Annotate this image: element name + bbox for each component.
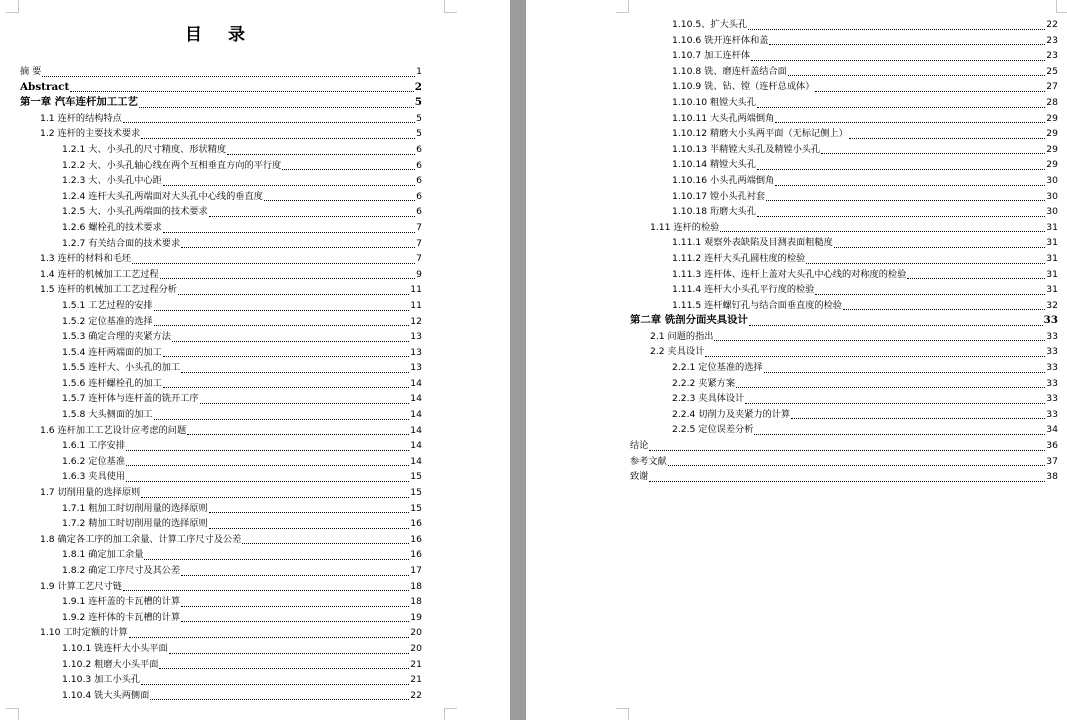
toc-leader-dots — [815, 91, 1045, 92]
toc-leader-dots — [169, 653, 410, 654]
toc-entry-label: 1.10.4 铣大头两侧面 — [62, 689, 150, 701]
toc-leader-dots — [242, 543, 409, 544]
toc-leader-dots — [181, 575, 409, 576]
toc-entry-page-number: 14 — [410, 393, 422, 405]
toc-entry-page-number: 7 — [416, 253, 422, 265]
toc-entry[interactable] — [630, 376, 1058, 392]
toc-entry[interactable] — [20, 485, 422, 501]
toc-leader-dots — [227, 154, 415, 155]
toc-leader-dots — [821, 153, 1045, 154]
toc-entry-page-number: 25 — [1046, 65, 1058, 77]
toc-leader-dots — [178, 294, 409, 295]
toc-entry-label: 1.5.3 确定合理的夹紧方法 — [62, 331, 171, 343]
toc-entry[interactable] — [20, 282, 422, 298]
toc-entry-page-number: 31 — [1046, 284, 1058, 296]
toc-entry-label: 1.6.2 定位基准 — [62, 455, 126, 467]
toc-entry[interactable] — [20, 236, 422, 252]
toc-entry-label: 2.2 夹具设计 — [650, 346, 705, 358]
toc-entry-label: 1.10.6 铣开连杆体和盖 — [672, 34, 769, 46]
toc-leader-dots — [834, 247, 1046, 248]
toc-entry-label: 1.10.13 半精镗大头孔及精镗小头孔 — [672, 143, 821, 155]
toc-entry-label: 摘 要 — [20, 66, 42, 77]
toc-entry-label: 2.2.1 定位基准的选择 — [672, 362, 763, 374]
toc-entry-label: 1.5.2 定位基准的选择 — [62, 315, 153, 327]
toc-entry[interactable] — [20, 610, 422, 626]
page-title: 目 录 — [185, 25, 255, 45]
toc-entry-page-number: 18 — [410, 580, 422, 592]
toc-entry[interactable] — [20, 391, 422, 407]
toc-entry[interactable] — [20, 329, 422, 345]
toc-entry[interactable] — [20, 547, 422, 563]
page-corner-mark — [444, 0, 457, 13]
toc-entry-page-number: 33 — [1046, 330, 1058, 342]
toc-entry-page-number: 12 — [410, 315, 422, 327]
toc-leader-dots — [720, 231, 1045, 232]
toc-entry-page-number: 20 — [410, 642, 422, 654]
toc-entry-label: 致谢 — [630, 471, 649, 483]
toc-leader-dots — [757, 216, 1045, 217]
toc-leader-dots — [745, 403, 1045, 404]
toc-leader-dots — [209, 216, 415, 217]
toc-entry-label: 1.10.16 小头孔两端倒角 — [672, 174, 775, 186]
toc-entry-page-number: 22 — [1046, 19, 1058, 30]
toc-entry-page-number: 5 — [414, 96, 422, 109]
toc-leader-dots — [141, 497, 409, 498]
toc-entry[interactable] — [630, 422, 1058, 438]
toc-entry-page-number: 11 — [410, 299, 422, 311]
toc-entry[interactable] — [630, 17, 1058, 33]
toc-entry[interactable] — [20, 657, 422, 673]
toc-entry-page-number: 2 — [414, 80, 422, 93]
toc-entry[interactable] — [630, 173, 1058, 189]
toc-entry-label: 1.2.7 有关结合面的技术要求 — [62, 237, 181, 249]
toc-entry-page-number: 13 — [410, 331, 422, 343]
toc-entry-label: 1.5 连杆的机械加工工艺过程分析 — [40, 284, 177, 296]
toc-leader-dots — [736, 387, 1045, 388]
toc-entry-page-number: 33 — [1043, 314, 1058, 327]
toc-entry[interactable] — [20, 345, 422, 361]
toc-leader-dots — [282, 169, 415, 170]
toc-entry-label: 1.11.1 观察外表缺陷及目测表面粗糙度 — [672, 237, 833, 249]
document-page-left — [0, 0, 510, 720]
toc-entry-label: 2.1 问题的指出 — [650, 330, 714, 342]
toc-leader-dots — [775, 185, 1045, 186]
toc-leader-dots — [123, 590, 409, 591]
toc-entry-page-number: 34 — [1046, 424, 1058, 436]
toc-entry-label: 1.10.14 精镗大头孔 — [672, 159, 756, 171]
toc-entry-label: 1.2.1 大、小头孔的尺寸精度、形状精度 — [62, 143, 227, 155]
toc-leader-dots — [163, 356, 409, 357]
toc-entry[interactable] — [630, 454, 1058, 470]
toc-leader-dots — [766, 200, 1045, 201]
toc-entry-page-number: 27 — [1046, 81, 1058, 93]
toc-entry-label: Abstract — [20, 80, 70, 93]
toc-leader-dots — [200, 403, 410, 404]
toc-entry[interactable] — [630, 204, 1058, 220]
toc-entry-label: 2.2.4 切削力及夹紧力的计算 — [672, 408, 791, 420]
toc-entry[interactable] — [630, 329, 1058, 345]
toc-entry-label: 1.2.3 大、小头孔中心距 — [62, 175, 162, 187]
toc-entry-page-number: 15 — [410, 487, 422, 499]
toc-leader-dots — [141, 684, 409, 685]
toc-entry-label: 1.9.1 连杆盖的卡瓦槽的计算 — [62, 596, 181, 608]
toc-entry-label: 第一章 汽车连杆加工工艺 — [20, 96, 138, 109]
toc-entry-page-number: 6 — [416, 190, 422, 202]
toc-entry[interactable] — [630, 33, 1058, 49]
toc-leader-dots — [70, 91, 413, 92]
toc-entry-label: 1.9 计算工艺尺寸链 — [40, 580, 122, 592]
toc-entry-label: 1.10.3 加工小头孔 — [62, 674, 141, 686]
toc-leader-dots — [775, 122, 1045, 123]
toc-leader-dots — [126, 465, 409, 466]
toc-leader-dots — [129, 637, 410, 638]
toc-entry-page-number: 16 — [410, 533, 422, 545]
toc-entry-label: 2.2.2 夹紧方案 — [672, 377, 736, 389]
toc-leader-dots — [751, 60, 1045, 61]
toc-entry-page-number: 23 — [1046, 50, 1058, 62]
toc-entry[interactable] — [630, 111, 1058, 127]
toc-entry[interactable] — [630, 48, 1058, 64]
toc-entry-page-number: 36 — [1046, 440, 1058, 452]
toc-entry-page-number: 29 — [1046, 143, 1058, 155]
toc-leader-dots — [264, 200, 415, 201]
toc-entry-label: 1.4 连杆的机械加工工艺过程 — [40, 268, 159, 280]
toc-entry[interactable] — [20, 298, 422, 314]
toc-leader-dots — [172, 341, 409, 342]
toc-entry-label: 1.8 确定各工序的加工余量、计算工序尺寸及公差 — [40, 533, 242, 545]
toc-entry-label: 1.10.7 加工连杆体 — [672, 50, 751, 62]
toc-entry-page-number: 31 — [1046, 221, 1058, 233]
toc-entry[interactable] — [20, 516, 422, 532]
toc-entry-page-number: 31 — [1046, 252, 1058, 264]
page-corner-mark — [444, 708, 457, 720]
toc-leader-dots — [154, 419, 410, 420]
toc-leader-dots — [181, 621, 409, 622]
toc-leader-dots — [749, 325, 1043, 326]
toc-entry-page-number: 6 — [416, 175, 422, 187]
toc-leader-dots — [815, 294, 1045, 295]
toc-entry[interactable] — [20, 142, 422, 158]
toc-entry-label: 2.2.5 定位误差分析 — [672, 424, 754, 436]
toc-leader-dots — [754, 434, 1045, 435]
toc-entry-page-number: 32 — [1046, 299, 1058, 311]
toc-list-right — [630, 17, 1058, 485]
toc-entry-label: 1.10.18 珩磨大头孔 — [672, 206, 756, 218]
toc-entry[interactable] — [20, 501, 422, 517]
toc-entry-page-number: 37 — [1046, 455, 1058, 467]
toc-entry-page-number: 30 — [1046, 174, 1058, 186]
toc-entry-page-number: 9 — [416, 268, 422, 280]
toc-entry[interactable] — [630, 267, 1058, 283]
toc-entry-page-number: 13 — [410, 362, 422, 374]
toc-entry-page-number: 21 — [410, 674, 422, 686]
toc-entry[interactable] — [630, 469, 1058, 485]
toc-entry-label: 1.7.2 精加工时切削用量的选择原则 — [62, 518, 208, 530]
toc-leader-dots — [668, 465, 1046, 466]
toc-entry-label: 1.5.4 连杆两端面的加工 — [62, 346, 162, 358]
toc-entry-page-number: 20 — [410, 627, 422, 639]
toc-entry-label: 1.11.5 连杆螺钉孔与结合面垂直度的检验 — [672, 299, 842, 311]
toc-entry[interactable] — [20, 251, 422, 267]
toc-entry-page-number: 23 — [1046, 34, 1058, 46]
toc-entry-page-number: 6 — [416, 143, 422, 155]
toc-entry-label: 1.10.11 大头孔两端倒角 — [672, 112, 775, 124]
toc-leader-dots — [769, 44, 1045, 45]
toc-entry[interactable] — [20, 641, 422, 657]
toc-entry[interactable] — [630, 220, 1058, 236]
toc-entry-label: 1.1 连杆的结构特点 — [40, 112, 122, 124]
toc-entry-page-number: 33 — [1046, 362, 1058, 374]
toc-entry-label: 1.6.3 夹具使用 — [62, 471, 126, 483]
toc-entry[interactable] — [630, 235, 1058, 251]
toc-entry-label: 1.8.1 确定加工余量 — [62, 549, 144, 561]
toc-leader-dots — [849, 138, 1045, 139]
toc-entry-page-number: 28 — [1046, 96, 1058, 108]
toc-entry-page-number: 14 — [410, 409, 422, 421]
toc-entry[interactable] — [630, 157, 1058, 173]
toc-entry-label: 1.11.2 连杆大头孔圆柱度的检验 — [672, 252, 806, 264]
toc-entry[interactable] — [20, 64, 422, 80]
toc-leader-dots — [791, 418, 1045, 419]
toc-entry[interactable] — [20, 688, 422, 704]
toc-entry[interactable] — [20, 594, 422, 610]
toc-entry-page-number: 16 — [410, 549, 422, 561]
toc-entry-label: 1.10.10 粗镗大头孔 — [672, 96, 756, 108]
toc-leader-dots — [764, 372, 1046, 373]
toc-entry-label: 1.2.5 大、小头孔两端面的技术要求 — [62, 206, 208, 218]
toc-entry-label: 1.10.8 铣、磨连杆盖结合面 — [672, 65, 787, 77]
toc-entry-label: 1.10.5、扩大头孔 — [672, 19, 748, 30]
toc-entry[interactable] — [20, 360, 422, 376]
toc-entry-page-number: 14 — [410, 440, 422, 452]
toc-leader-dots — [123, 122, 415, 123]
toc-entry[interactable] — [630, 391, 1058, 407]
toc-entry[interactable] — [630, 344, 1058, 360]
toc-entry-page-number: 15 — [410, 502, 422, 514]
toc-entry-label: 1.8.2 确定工序尺寸及其公差 — [62, 565, 181, 576]
toc-entry-page-number: 33 — [1046, 346, 1058, 358]
toc-entry-label: 1.5.6 连杆螺栓孔的加工 — [62, 377, 162, 389]
toc-entry[interactable] — [20, 126, 422, 142]
toc-list-left — [20, 64, 422, 703]
toc-leader-dots — [159, 668, 409, 669]
toc-entry[interactable] — [20, 158, 422, 174]
toc-entry-page-number: 5 — [416, 128, 422, 140]
toc-entry-page-number: 17 — [410, 565, 422, 576]
toc-leader-dots — [714, 340, 1045, 341]
toc-entry-page-number: 15 — [410, 471, 422, 483]
page-corner-mark — [6, 0, 19, 13]
toc-entry-label: 1.10.1 铣连杆大小头平面 — [62, 642, 168, 654]
toc-leader-dots — [748, 29, 1045, 30]
toc-entry[interactable] — [20, 204, 422, 220]
toc-entry-page-number: 6 — [416, 159, 422, 171]
toc-entry[interactable] — [20, 407, 422, 423]
toc-entry[interactable] — [20, 423, 422, 439]
toc-entry[interactable] — [630, 360, 1058, 376]
toc-entry-page-number: 33 — [1046, 408, 1058, 420]
toc-entry-page-number: 7 — [416, 237, 422, 249]
toc-entry-page-number: 22 — [410, 689, 422, 701]
toc-entry-page-number: 38 — [1046, 471, 1058, 483]
toc-entry-page-number: 11 — [410, 284, 422, 296]
toc-leader-dots — [209, 512, 410, 513]
toc-entry-page-number: 1 — [416, 66, 422, 77]
toc-entry[interactable] — [630, 64, 1058, 80]
toc-entry-label: 1.11 连杆的检验 — [650, 221, 720, 233]
toc-entry-label: 1.10.2 粗磨大小头平面 — [62, 658, 159, 670]
toc-leader-dots — [181, 606, 409, 607]
toc-leader-dots — [187, 434, 409, 435]
toc-entry-label: 1.6.1 工序安排 — [62, 440, 126, 452]
toc-entry[interactable] — [20, 469, 422, 485]
toc-leader-dots — [132, 263, 415, 264]
toc-entry-page-number: 16 — [410, 518, 422, 530]
toc-leader-dots — [163, 232, 415, 233]
toc-entry[interactable] — [20, 314, 422, 330]
toc-entry-label: 1.5.5 连杆大、小头孔的加工 — [62, 362, 181, 374]
page-corner-mark — [1056, 0, 1067, 13]
toc-entry-page-number: 19 — [410, 611, 422, 623]
toc-entry-label: 1.7.1 粗加工时切削用量的选择原则 — [62, 502, 208, 514]
toc-leader-dots — [154, 310, 410, 311]
toc-entry-label: 1.5.7 连杆体与连杆盖的铣开工序 — [62, 393, 199, 405]
toc-entry-page-number: 6 — [416, 206, 422, 218]
toc-entry-label: 1.5.8 大头侧面的加工 — [62, 409, 153, 421]
toc-leader-dots — [757, 107, 1045, 108]
toc-entry-page-number: 29 — [1046, 112, 1058, 124]
toc-entry[interactable] — [630, 251, 1058, 267]
toc-leader-dots — [806, 263, 1045, 264]
toc-entry-page-number: 13 — [410, 346, 422, 358]
toc-entry[interactable] — [630, 407, 1058, 423]
toc-entry[interactable] — [20, 532, 422, 548]
toc-leader-dots — [163, 185, 415, 186]
toc-entry-page-number: 33 — [1046, 377, 1058, 389]
toc-entry[interactable] — [20, 173, 422, 189]
toc-entry[interactable] — [630, 298, 1058, 314]
toc-entry-label: 1.7 切削用量的选择原则 — [40, 487, 141, 499]
toc-leader-dots — [181, 372, 409, 373]
toc-entry-label: 2.2.3 夹具体设计 — [672, 393, 745, 405]
toc-entry-page-number: 7 — [416, 221, 422, 233]
toc-entry-page-number: 29 — [1046, 128, 1058, 140]
toc-entry[interactable] — [630, 79, 1058, 95]
toc-entry-label: 1.11.3 连杆体、连杆上盖对大头孔中心线的对称度的检验 — [672, 268, 907, 280]
toc-leader-dots — [42, 76, 415, 77]
toc-entry[interactable] — [20, 267, 422, 283]
toc-entry-page-number: 33 — [1046, 393, 1058, 405]
toc-entry-label: 1.5.1 工艺过程的安排 — [62, 299, 153, 311]
toc-leader-dots — [705, 356, 1045, 357]
toc-entry[interactable] — [630, 95, 1058, 111]
toc-entry-page-number: 14 — [410, 455, 422, 467]
toc-leader-dots — [757, 169, 1045, 170]
toc-entry-page-number: 31 — [1046, 268, 1058, 280]
toc-entry-label: 1.6 连杆加工工艺设计应考虑的问题 — [40, 424, 187, 436]
toc-entry[interactable] — [20, 563, 422, 579]
toc-entry[interactable] — [630, 189, 1058, 205]
toc-entry[interactable] — [630, 142, 1058, 158]
toc-entry[interactable] — [20, 220, 422, 236]
toc-entry[interactable] — [630, 313, 1058, 329]
toc-entry[interactable] — [630, 438, 1058, 454]
toc-leader-dots — [126, 450, 409, 451]
toc-entry[interactable] — [20, 189, 422, 205]
toc-entry-label: 结论 — [630, 440, 649, 452]
toc-entry-page-number: 30 — [1046, 190, 1058, 202]
toc-entry[interactable] — [20, 95, 422, 111]
page-corner-mark — [6, 708, 19, 720]
toc-leader-dots — [907, 278, 1045, 279]
toc-leader-dots — [163, 387, 409, 388]
toc-entry[interactable] — [20, 672, 422, 688]
toc-leader-dots — [141, 138, 415, 139]
toc-leader-dots — [160, 278, 416, 279]
toc-entry-label: 1.2 连杆的主要技术要求 — [40, 128, 141, 140]
toc-entry-page-number: 18 — [410, 596, 422, 608]
toc-entry[interactable] — [630, 126, 1058, 142]
toc-entry[interactable] — [20, 80, 422, 96]
toc-entry[interactable] — [20, 454, 422, 470]
toc-leader-dots — [649, 450, 1045, 451]
toc-entry-label: 参考文献 — [630, 455, 667, 467]
toc-leader-dots — [126, 481, 409, 482]
toc-entry-label: 1.3 连杆的材料和毛坯 — [40, 253, 132, 265]
toc-entry[interactable] — [20, 376, 422, 392]
toc-entry-label: 1.10 工时定额的计算 — [40, 627, 128, 639]
page-corner-mark — [616, 708, 629, 720]
toc-leader-dots — [181, 247, 415, 248]
toc-leader-dots — [788, 75, 1045, 76]
toc-entry[interactable] — [630, 282, 1058, 298]
toc-leader-dots — [649, 481, 1045, 482]
toc-entry-label: 1.11.4 连杆大小头孔平行度的检验 — [672, 284, 815, 296]
toc-entry-label: 1.2.4 连杆大头孔两端面对大头孔中心线的垂直度 — [62, 190, 263, 202]
page-corner-mark — [616, 0, 629, 13]
toc-entry-label: 1.10.12 精磨大小头两平面（无标记侧上） — [672, 128, 848, 140]
toc-entry[interactable] — [20, 579, 422, 595]
toc-entry[interactable] — [20, 111, 422, 127]
toc-leader-dots — [209, 528, 410, 529]
toc-entry-page-number: 30 — [1046, 206, 1058, 218]
toc-entry-page-number: 21 — [410, 658, 422, 670]
toc-leader-dots — [150, 699, 409, 700]
toc-leader-dots — [144, 559, 409, 560]
toc-entry[interactable] — [20, 625, 422, 641]
toc-entry-label: 第二章 铣剖分面夹具设计 — [630, 314, 748, 327]
toc-entry-label: 1.10.17 镗小头孔衬套 — [672, 190, 766, 202]
toc-entry-label: 1.9.2 连杆体的卡瓦槽的计算 — [62, 611, 181, 623]
document-page-right — [526, 0, 1067, 720]
toc-entry-page-number: 29 — [1046, 159, 1058, 171]
toc-entry[interactable] — [20, 438, 422, 454]
toc-entry-label: 1.2.6 螺栓孔的技术要求 — [62, 221, 162, 233]
toc-entry-page-number: 14 — [410, 424, 422, 436]
toc-leader-dots — [843, 309, 1045, 310]
toc-entry-label: 1.2.2 大、小头孔轴心线在两个互相垂直方向的平行度 — [62, 159, 282, 171]
toc-leader-dots — [139, 107, 414, 108]
toc-entry-page-number: 14 — [410, 377, 422, 389]
toc-entry-page-number: 5 — [416, 112, 422, 124]
toc-entry-label: 1.10.9 铣、钻、镗（连杆总成体） — [672, 81, 815, 93]
toc-leader-dots — [154, 325, 410, 326]
toc-entry-page-number: 31 — [1046, 237, 1058, 249]
